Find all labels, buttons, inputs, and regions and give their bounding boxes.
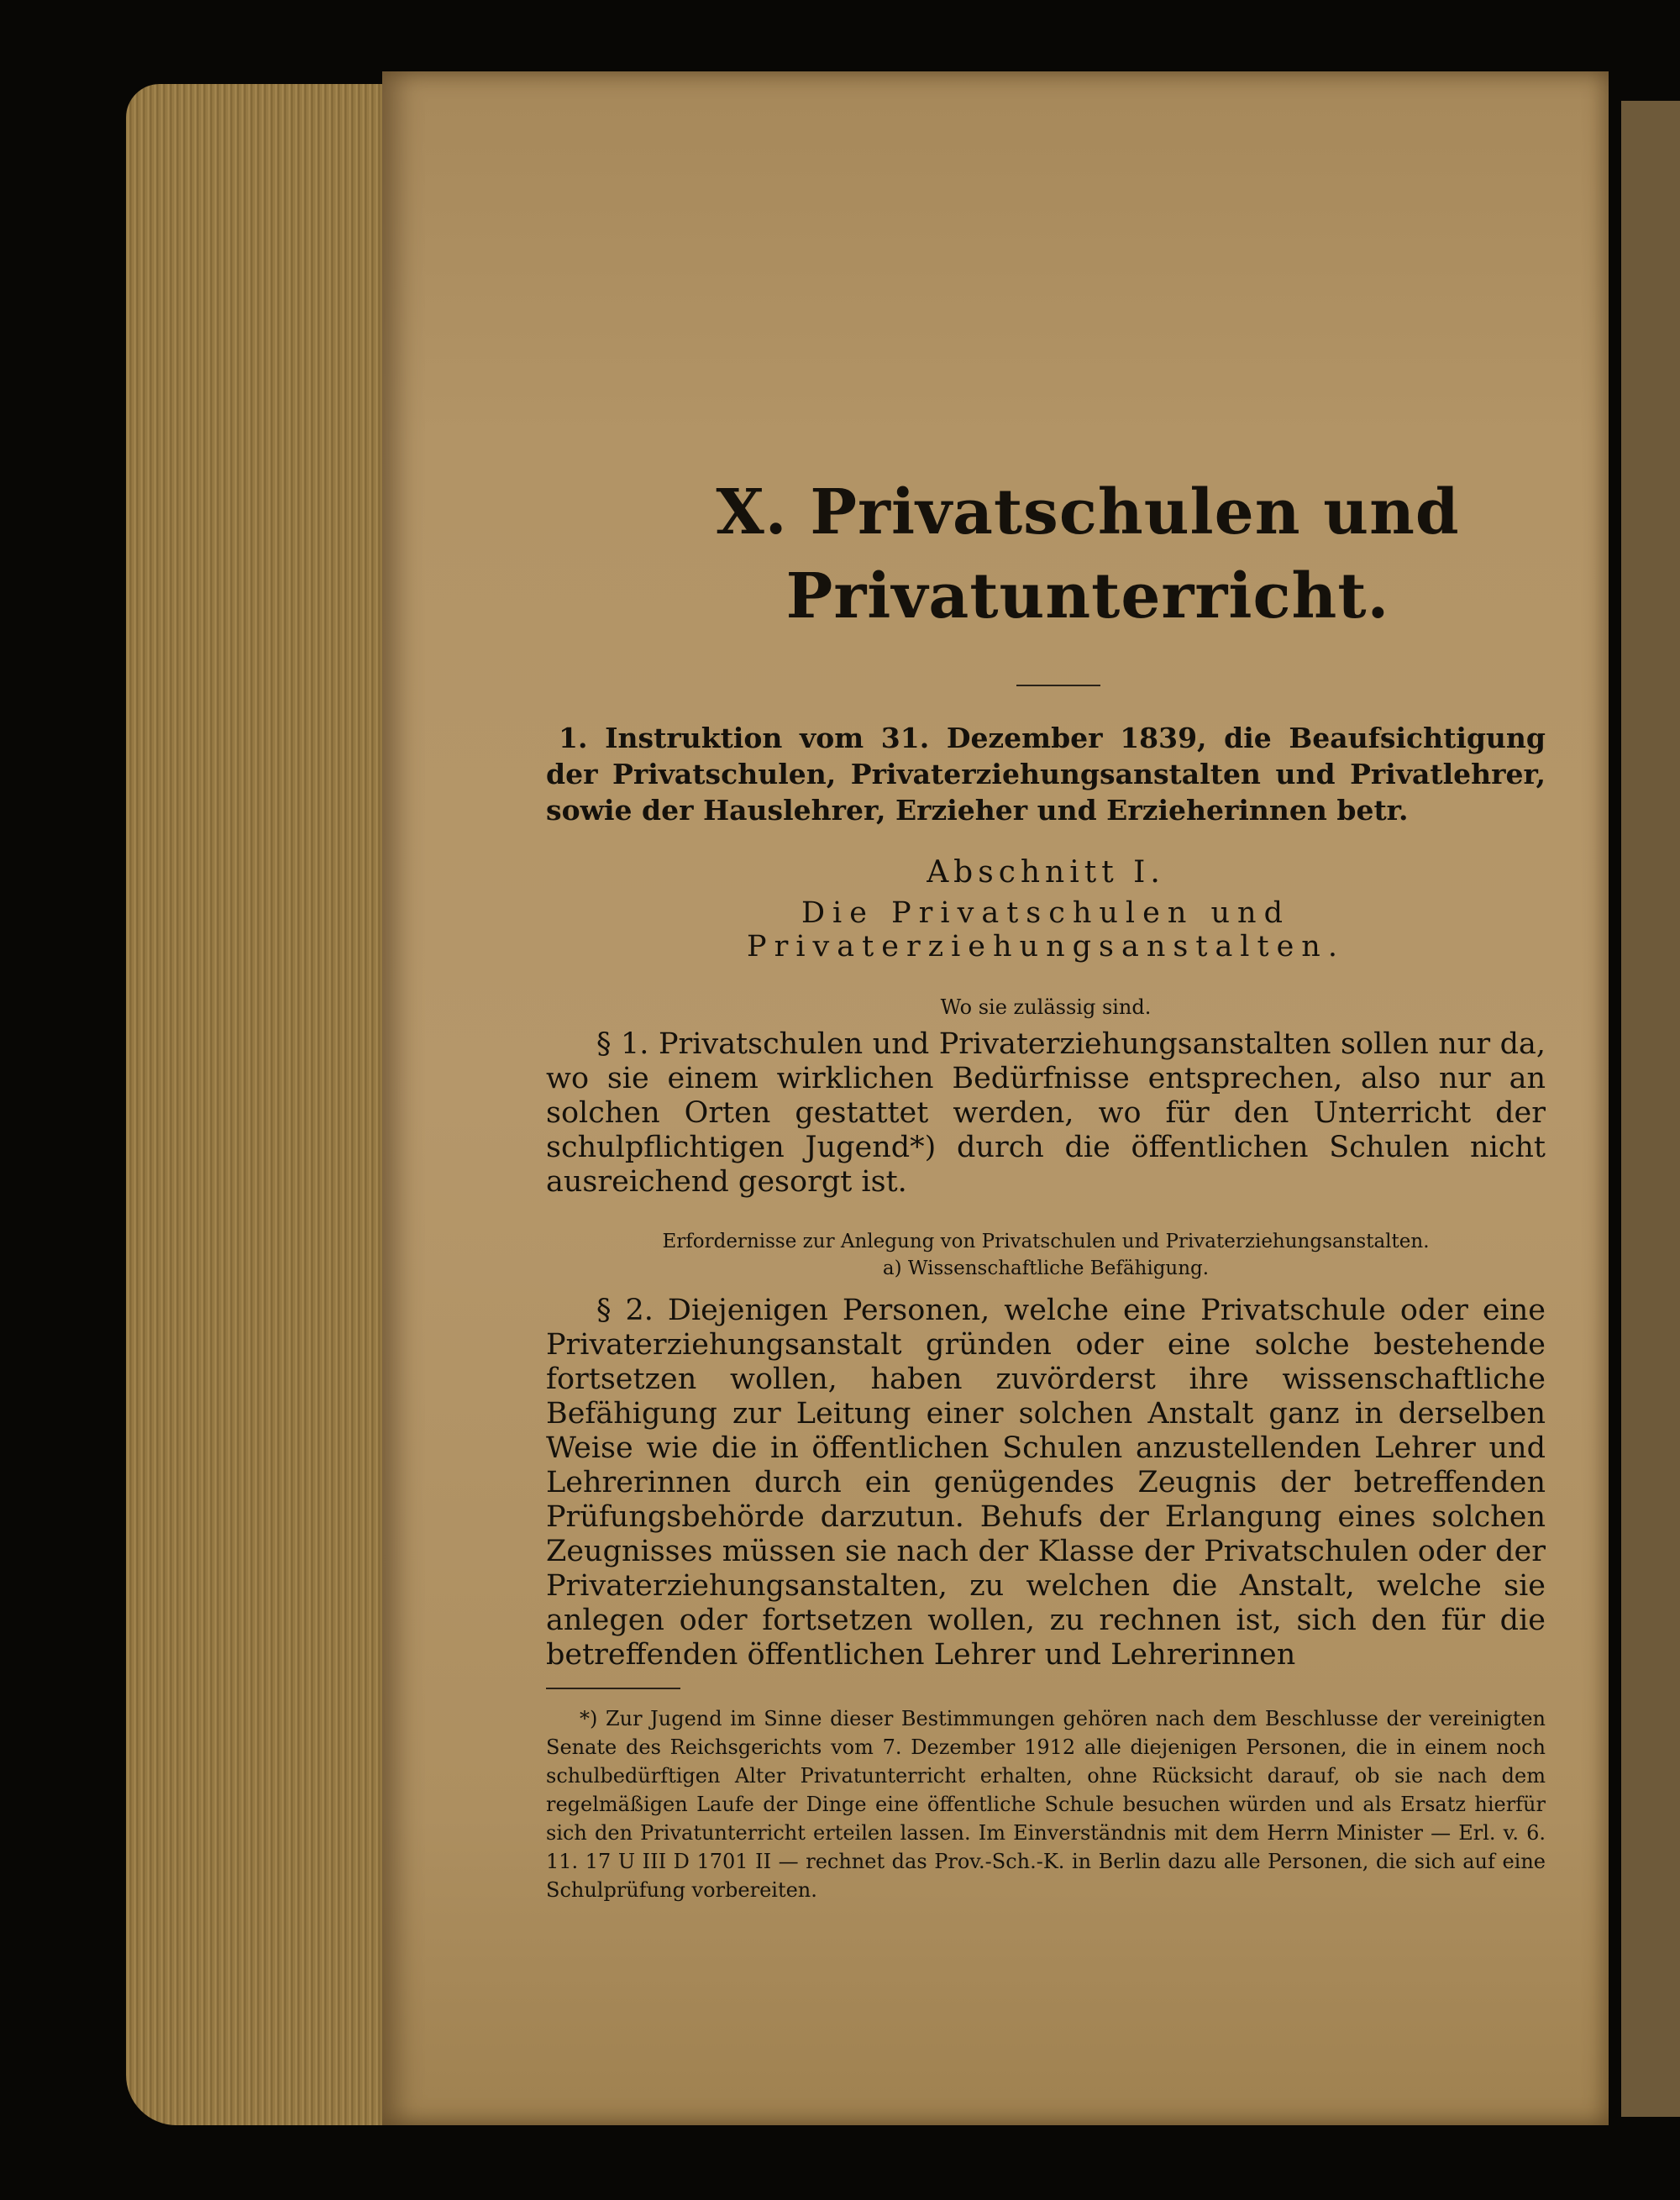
subheading-erfordernisse-line1: Erfordernisse zur Anlegung von Privatschulen und Privaterziehungsanstalten. bbox=[662, 1231, 1430, 1252]
chapter-title: X. Privatschulen und Privatunterricht. bbox=[716, 476, 1460, 633]
next-page-edge bbox=[1621, 101, 1680, 2117]
title-divider bbox=[1016, 685, 1100, 686]
paragraph-2: § 2. Diejenigen Personen, welche eine Privatschule oder eine Privaterziehungsanstalt gründen oder eine solche bestehende fortsetzen wollen, haben zuvörderst ihre wissenschaftliche Befähigung zur Leitung einer solchen Anstalt ganz in derselben Weise wie die in öffentlichen Schulen anzustellenden Lehrer und Lehrerinnen durch ein genügendes Zeugnis der betreffenden Prüfungsbehörde darzutun. Behufs der Erlangung eines solchen Zeugnisses müssen sie nach der Klasse der Privatschulen oder der Privaterziehungsanstalten, zu welchen die Anstalt, welche sie anlegen oder fortsetzen wollen, zu rechnen ist, sich den für die betreffenden öffentlichen Lehrer und Lehrerinnen bbox=[546, 1294, 1546, 1672]
subheading-erfordernisse bbox=[546, 1228, 1546, 1282]
subheading-zulaessig: Wo sie zulässig sind. bbox=[940, 995, 1152, 1019]
instruction-heading: 1. Instruktion vom 31. Dezember 1839, die Beaufsichtigung der Privatschulen, Privaterziehungsanstalten und Privatlehrer, sowie der Hauslehrer, Erzieher und Erzieherinnen betr. bbox=[546, 722, 1546, 827]
subheading-erfordernisse-line2: a) Wissenschaftliche Befähigung. bbox=[882, 1258, 1210, 1279]
page-edges bbox=[126, 84, 395, 2125]
paragraph-1: § 1. Privatschulen und Privaterziehungsanstalten sollen nur da, wo sie einem wirklichen Bedürfnisse entsprechen, also nur an solchen Orten gestattet werden, wo für den Unterricht der schulpflichtigen Jugend*) durch die öffentlichen Schulen nicht ausreichend gesorgt ist. bbox=[546, 1027, 1546, 1199]
footnote-divider bbox=[546, 1688, 680, 1689]
section-label: Abschnitt I. bbox=[927, 855, 1165, 890]
page-content bbox=[546, 470, 1546, 1904]
footnote: *) Zur Jugend im Sinne dieser Bestimmungen gehören nach dem Beschlusse der vereinigten Senate des Reichsgerichts vom 7. Dezember 1912 alle diejenigen Personen, die in einem noch schulbedürftigen Alter Privatunterricht erhalten, ohne Rücksicht darauf, ob sie nach dem regelmäßigen Laufe der Dinge eine öffentliche Schule besuchen würden und als Ersatz hierfür sich den Privatunterricht erteilen lassen. Im Einverständnis mit dem Herrn Minister — Erl. v. 6. 11. 17 U III D 1701 II — rechnet das Prov.-Sch.-K. in Berlin dazu alle Personen, die sich auf eine Schulprüfung vorbereiten. bbox=[546, 1707, 1546, 1902]
section-title: Die Privatschulen und Privaterziehungsanstalten. bbox=[747, 896, 1345, 963]
